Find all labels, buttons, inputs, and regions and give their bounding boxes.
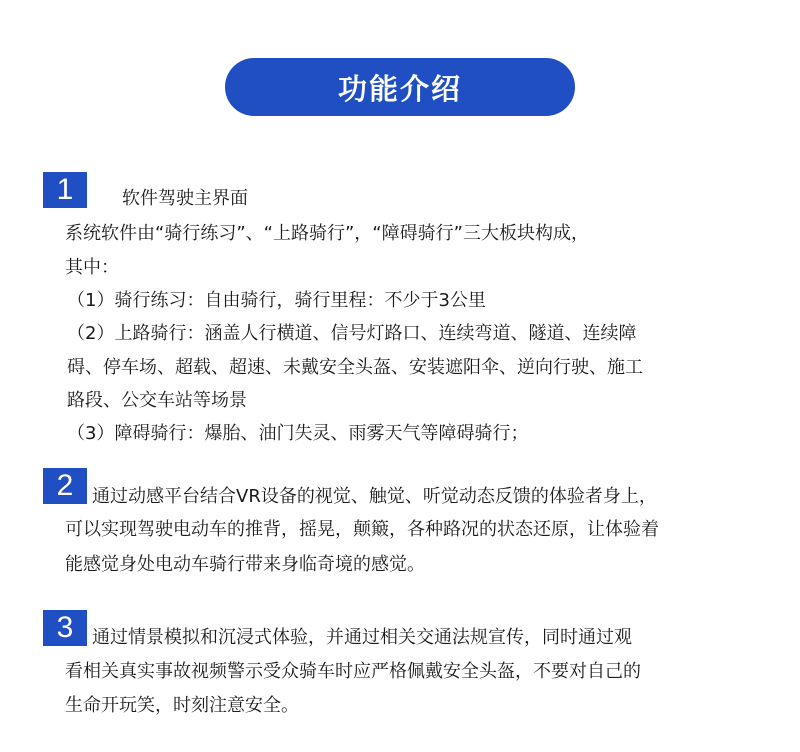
section-1-heading: 软件驾驶主界面 bbox=[122, 188, 248, 209]
section-1-line-1: 系统软件由“骑行练习”、“上路骑行”，“障碍骑行”三大板块构成， bbox=[65, 223, 589, 244]
title-banner bbox=[225, 58, 575, 116]
page-title: 功能介绍 bbox=[337, 71, 462, 106]
section-1-number-badge: 1 bbox=[43, 172, 87, 208]
section-3-line-3: 生命开玩笑，时刻注意安全。 bbox=[65, 695, 299, 716]
section-3-line-1: 通过情景模拟和沉浸式体验，并通过相关交通法规宣传，同时通过观 bbox=[92, 627, 632, 648]
section-1-item-3: （3）障碍骑行：爆胎、油门失灵、雨雾天气等障碍骑行； bbox=[67, 423, 529, 444]
section-3-number-badge: 3 bbox=[43, 610, 87, 646]
section-1-line-2: 其中： bbox=[65, 257, 119, 278]
section-2-line-3: 能感觉身处电动车骑行带来身临奇境的感觉。 bbox=[65, 554, 425, 575]
section-2-number-badge: 2 bbox=[43, 468, 87, 504]
section-2-line-2: 可以实现驾驶电动车的推背，摇晃，颠簸，各种路况的状态还原，让体验着 bbox=[65, 519, 659, 540]
section-3-line-2: 看相关真实事故视频警示受众骑车时应严格佩戴安全头盔，不要对自己的 bbox=[65, 661, 641, 682]
section-1-item-2-cont-2: 路段、公交车站等场景 bbox=[67, 390, 247, 411]
section-1-item-2-cont-1: 碍、停车场、超载、超速、未戴安全头盔、安装遮阳伞、逆向行驶、施工 bbox=[67, 357, 643, 378]
section-1-item-2: （2）上路骑行：涵盖人行横道、信号灯路口、连续弯道、隧道、连续障 bbox=[67, 323, 637, 344]
section-1-item-1: （1）骑行练习：自由骑行，骑行里程：不少于3公里 bbox=[67, 290, 486, 311]
section-2-line-1: 通过动感平台结合VR设备的视觉、触觉、听觉动态反馈的体验者身上， bbox=[92, 486, 657, 507]
